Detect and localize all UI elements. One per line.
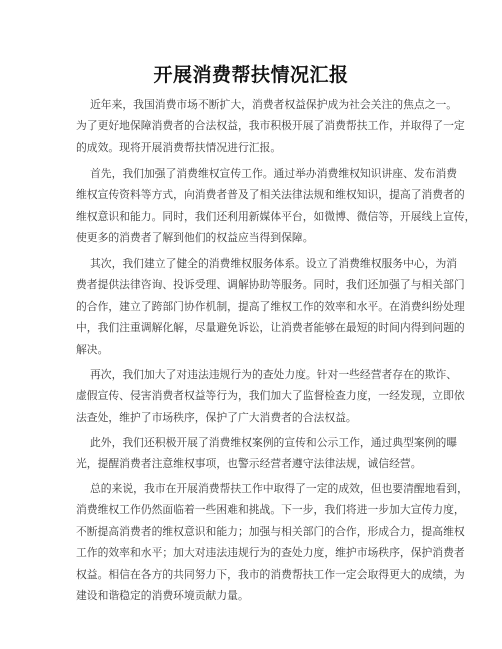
paragraph-line: 虚假宣传、侵害消费者权益等行为，我们加大了监督检查力度，一经发现，立即依 bbox=[76, 389, 465, 403]
paragraph-publicity bbox=[76, 163, 476, 249]
paragraph-line: 维权意识和能力。同时，我们还利用新媒体平台，如微博、微信等，开展线上宣传， bbox=[76, 209, 476, 223]
paragraph-case-publicity bbox=[76, 432, 458, 475]
paragraph-line: 不断提高消费者的维权意识和能力；加强与相关部门的合作，形成合力，提高维权 bbox=[76, 524, 465, 538]
paragraph-intro bbox=[76, 94, 465, 158]
paragraph-line: 的合作，建立了跨部门协作机制，提高了维权工作的效率和水平。在消费纠纷处理 bbox=[76, 299, 465, 313]
paragraph-line: 光，提醒消费者注意维权事项，也警示经营者遵守法律法规，诚信经营。 bbox=[76, 457, 422, 471]
paragraph-line: 消费维权工作仍然面临着一些困难和挑战。下一步，我们将进一步加大宣传力度， bbox=[76, 503, 465, 517]
paragraph-line: 此外，我们还积极开展了消费维权案例的宣传和公示工作，通过典型案例的曝 bbox=[90, 436, 458, 449]
paragraph-conclusion bbox=[76, 478, 468, 606]
paragraph-enforcement bbox=[76, 364, 465, 428]
paragraph-line: 再次，我们加大了对违法违规行为的查处力度。针对一些经营者存在的欺诈、 bbox=[90, 368, 458, 381]
paragraph-line: 首先，我们加强了消费维权宣传工作。通过举办消费维权知识讲座、发布消费 bbox=[90, 167, 458, 180]
paragraph-line: 近年来，我国消费市场不断扩大，消费者权益保护成为社会关注的焦点之一。 bbox=[90, 98, 458, 111]
paragraph-line: 建设和谐稳定的消费环境贡献力量。 bbox=[76, 589, 249, 603]
paragraph-line: 为了更好地保障消费者的合法权益，我市积极开展了消费帮扶工作，并取得了一定 bbox=[76, 119, 465, 133]
paragraph-line: 权益。相信在各方的共同努力下，我市的消费帮扶工作一定会取得更大的成绩，为 bbox=[76, 567, 465, 581]
paragraph-line: 费者提供法律咨询、投诉受理、调解协助等服务。同时，我们还加强了与相关部门 bbox=[76, 278, 465, 292]
paragraph-line: 的成效。现将开展消费帮扶情况进行汇报。 bbox=[76, 140, 282, 154]
paragraph-line: 解决。 bbox=[76, 342, 109, 356]
paragraph-line: 中，我们注重调解化解，尽量避免诉讼，让消费者能够在最短的时间内得到问题的 bbox=[76, 321, 465, 335]
paragraph-line: 维权宣传资料等方式，向消费者普及了相关法律法规和维权知识，提高了消费者的 bbox=[76, 188, 465, 202]
paragraph-line: 其次，我们建立了健全的消费维权服务体系。设立了消费维权服务中心，为消 bbox=[90, 257, 458, 270]
paragraph-service-system bbox=[76, 253, 465, 360]
paragraph-line: 法查处，维护了市场秩序，保护了广大消费者的合法权益。 bbox=[76, 410, 357, 424]
paragraph-line: 使更多的消费者了解到他们的权益应当得到保障。 bbox=[76, 231, 314, 245]
document-title: 开展消费帮扶情况汇报 bbox=[153, 64, 349, 86]
paragraph-line: 工作的效率和水平；加大对违法违规行为的查处力度，维护市场秩序，保护消费者 bbox=[76, 546, 465, 560]
paragraph-line: 总的来说，我市在开展消费帮扶工作中取得了一定的成效，但也要清醒地看到， bbox=[90, 482, 468, 495]
